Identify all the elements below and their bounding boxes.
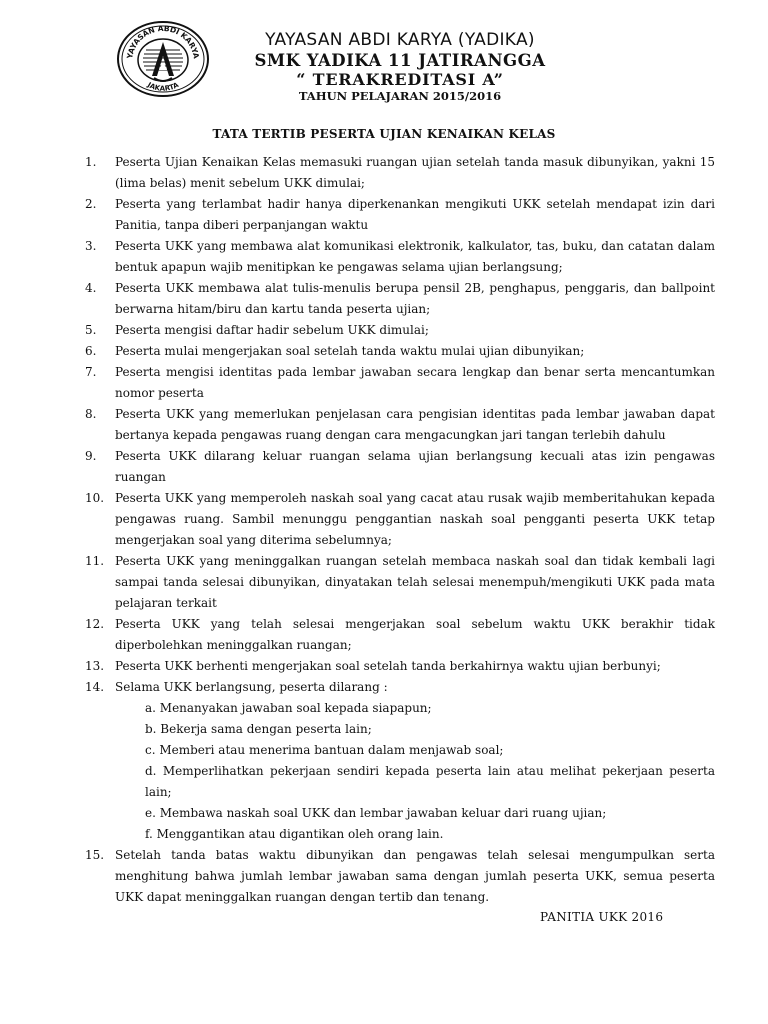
logo-text-bottom: JAKARTA	[145, 80, 180, 93]
rule-text: Selama UKK berlangsung, peserta dilarang :	[115, 680, 388, 694]
rule-item	[85, 488, 715, 551]
rule-text: Peserta Ujian Kenaikan Kelas memasuki ruangan ujian setelah tanda masuk dibunyikan, yakni 15 (lima belas) menit sebelum UKK dimulai;	[115, 155, 715, 190]
rule-item	[85, 362, 715, 404]
prohibition-item: b. Bekerja sama dengan peserta lain;	[145, 722, 372, 736]
rule-item	[85, 677, 715, 845]
rule-text: Peserta mulai mengerjakan soal setelah tanda waktu mulai ujian dibunyikan;	[115, 344, 585, 358]
rule-text: Peserta UKK berhenti mengerjakan soal setelah tanda berkahirnya waktu ujian berbunyi;	[115, 659, 661, 673]
rule-number: 11.	[85, 554, 105, 568]
rule-text: Peserta yang terlambat hadir hanya diperkenankan mengikuti UKK setelah mendapat izin dari Panitia, tanpa diberi perpanjangan waktu	[115, 197, 715, 232]
rule-number: 6.	[85, 344, 97, 358]
rule-text: Peserta UKK membawa alat tulis-menulis berupa pensil 2B, penghapus, penggaris, dan ballpoint berwarna hitam/biru dan kartu tanda peserta ujian;	[115, 281, 715, 316]
rule-number: 4.	[85, 281, 97, 295]
rule-number: 2.	[85, 197, 97, 211]
letterhead	[0, 0, 768, 115]
rule-item	[85, 845, 715, 908]
rule-text: Peserta mengisi daftar hadir sebelum UKK dimulai;	[115, 323, 429, 337]
rule-item	[85, 404, 715, 446]
rule-number: 7.	[85, 365, 97, 379]
prohibition-item: f. Menggantikan atau digantikan oleh orang lain.	[145, 827, 444, 841]
rule-number: 8.	[85, 407, 97, 421]
rule-text: Peserta UKK yang memperoleh naskah soal yang cacat atau rusak wajib memberitahukan kepada pengawas ruang. Sambil menunggu penggantian naskah soal pengganti peserta UKK tetap mengerjakan soal yang diterima sebelumnya;	[115, 491, 715, 547]
rule-number: 1.	[85, 155, 97, 169]
rule-text: Peserta mengisi identitas pada lembar jawaban secara lengkap dan benar serta mencantumkan nomor peserta	[115, 365, 715, 400]
rule-text: Peserta UKK yang memerlukan penjelasan cara pengisian identitas pada lembar jawaban dapat bertanya kepada pengawas ruang dengan cara mengacungkan jari tangan terlebih dahulu	[115, 407, 715, 442]
rule-item	[85, 446, 715, 488]
rule-text: Setelah tanda batas waktu dibunyikan dan pengawas telah selesai mengumpulkan serta menghitung bahwa jumlah lembar jawaban sama dengan jumlah peserta UKK, semua peserta UKK dapat meninggalkan ruangan dengan tertib dan tenang.	[115, 848, 715, 904]
rule-number: 15.	[85, 848, 105, 862]
rule-item	[85, 341, 715, 362]
prohibition-item: c. Memberi atau menerima bantuan dalam menjawab soal;	[145, 743, 504, 757]
rule-item	[85, 614, 715, 656]
rule-number: 12.	[85, 617, 105, 631]
rule-text: Peserta UKK yang membawa alat komunikasi elektronik, kalkulator, tas, buku, dan catatan dalam bentuk apapun wajib menitipkan ke pengawas selama ujian berlangsung;	[115, 239, 715, 274]
rule-text: Peserta UKK dilarang keluar ruangan selama ujian berlangsung kecuali atas izin pengawas ruangan	[115, 449, 715, 484]
school-name: SMK YADIKA 11 JATIRANGGA	[254, 51, 546, 70]
yayasan-abdi-karya-seal-icon	[116, 20, 210, 98]
rule-number: 14.	[85, 680, 105, 694]
rule-text: Peserta UKK yang telah selesai mengerjakan soal sebelum waktu UKK berakhir tidak diperbolehkan meninggalkan ruangan;	[115, 617, 715, 652]
committee-signature: PANITIA UKK 2016	[540, 910, 664, 924]
rule-number: 10.	[85, 491, 105, 505]
prohibition-item: a. Menanyakan jawaban soal kepada siapapun;	[145, 701, 432, 715]
rules-list	[85, 152, 715, 908]
logo-text-top: YAYASAN ABDI KARYA	[125, 23, 201, 60]
rule-number: 3.	[85, 239, 97, 253]
prohibition-item: e. Membawa naskah soal UKK dan lembar jawaban keluar dari ruang ujian;	[145, 806, 607, 820]
rule-number: 5.	[85, 323, 97, 337]
rule-number: 13.	[85, 659, 105, 673]
rule-text: Peserta UKK yang meninggalkan ruangan setelah membaca naskah soal dan tidak kembali lagi sampai tanda selesai dibunyikan, dinyatakan telah selesai menempuh/mengikuti UKK pada mata pelajaran terkait	[115, 554, 715, 610]
rule-item	[85, 236, 715, 278]
rule-item	[85, 656, 715, 677]
accreditation-line: “ TERAKREDITASI A”	[296, 70, 504, 89]
rule-number: 9.	[85, 449, 97, 463]
rule-item	[85, 278, 715, 320]
prohibitions-list	[115, 698, 715, 845]
rule-item	[85, 152, 715, 194]
school-year: TAHUN PELAJARAN 2015/2016	[298, 89, 502, 103]
rule-item	[85, 320, 715, 341]
rule-item	[85, 551, 715, 614]
foundation-name: YAYASAN ABDI KARYA (YADIKA)	[265, 30, 535, 50]
document-title: TATA TERTIB PESERTA UJIAN KENAIKAN KELAS	[212, 127, 556, 141]
prohibition-item: d. Memperlihatkan pekerjaan sendiri kepada peserta lain atau melihat pekerjaan peserta lain;	[145, 764, 715, 799]
rule-item	[85, 194, 715, 236]
